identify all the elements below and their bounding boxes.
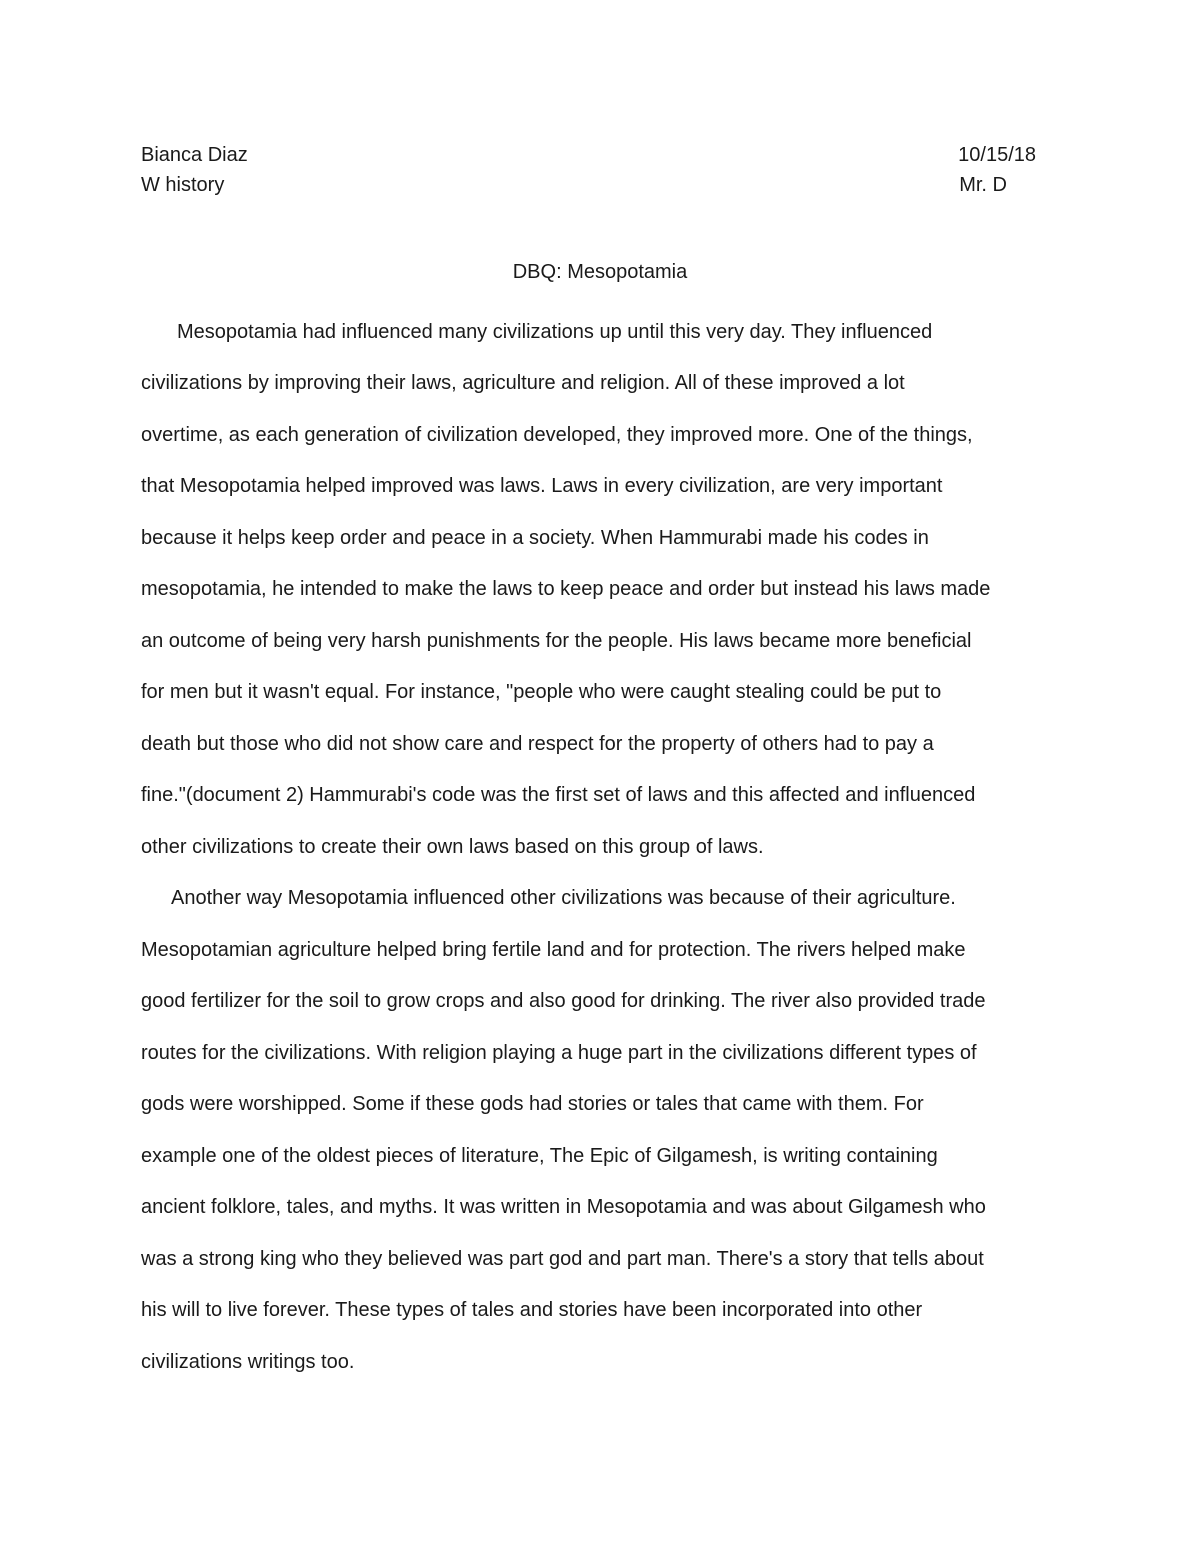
body-line: an outcome of being very harsh punishments for the people. His laws became more beneficial [141,630,972,652]
body-line: mesopotamia, he intended to make the laws to keep peace and order but instead his laws made [141,578,991,600]
body-line: other civilizations to create their own laws based on this group of laws. [141,836,764,858]
essay-title: DBQ: Mesopotamia [512,261,688,283]
body-line: good fertilizer for the soil to grow crops and also good for drinking. The river also provided trade [141,990,986,1012]
body-line: example one of the oldest pieces of literature, The Epic of Gilgamesh, is writing containing [141,1145,938,1167]
body-line: death but those who did not show care and respect for the property of others had to pay a [141,733,934,755]
essay-date: 10/15/18 [958,144,1036,166]
header-row-name-date [141,143,1036,167]
body-line: his will to live forever. These types of tales and stories have been incorporated into other [141,1299,923,1321]
body-line: civilizations by improving their laws, agriculture and religion. All of these improved a lot [141,372,905,394]
teacher-name: Mr. D [959,174,1007,196]
body-line: that Mesopotamia helped improved was laws. Laws in every civilization, are very important [141,475,943,497]
body-line: for men but it wasn't equal. For instance, "people who were caught stealing could be put to [141,681,942,703]
class-name: W history [141,174,225,196]
body-line: Mesopotamia had influenced many civilizations up until this very day. They influenced [177,321,933,343]
body-line: gods were worshipped. Some if these gods had stories or tales that came with them. For [141,1093,924,1115]
body-line: ancient folklore, tales, and myths. It was written in Mesopotamia and was about Gilgamesh who [141,1196,986,1218]
body-line: civilizations writings too. [141,1351,355,1373]
body-line: Mesopotamian agriculture helped bring fertile land and for protection. The rivers helped make [141,939,966,961]
body-line: fine."(document 2) Hammurabi's code was the first set of laws and this affected and influenced [141,784,976,806]
body-line: routes for the civilizations. With religion playing a huge part in the civilizations different types of [141,1042,977,1064]
body-line: was a strong king who they believed was part god and part man. There's a story that tells about [141,1248,984,1270]
header-row-class-teacher [141,173,1036,197]
body-line: Another way Mesopotamia influenced other civilizations was because of their agriculture. [171,887,956,909]
student-name: Bianca Diaz [141,144,248,166]
body-line: because it helps keep order and peace in a society. When Hammurabi made his codes in [141,527,929,549]
body-line: overtime, as each generation of civilization developed, they improved more. One of the things, [141,424,973,446]
